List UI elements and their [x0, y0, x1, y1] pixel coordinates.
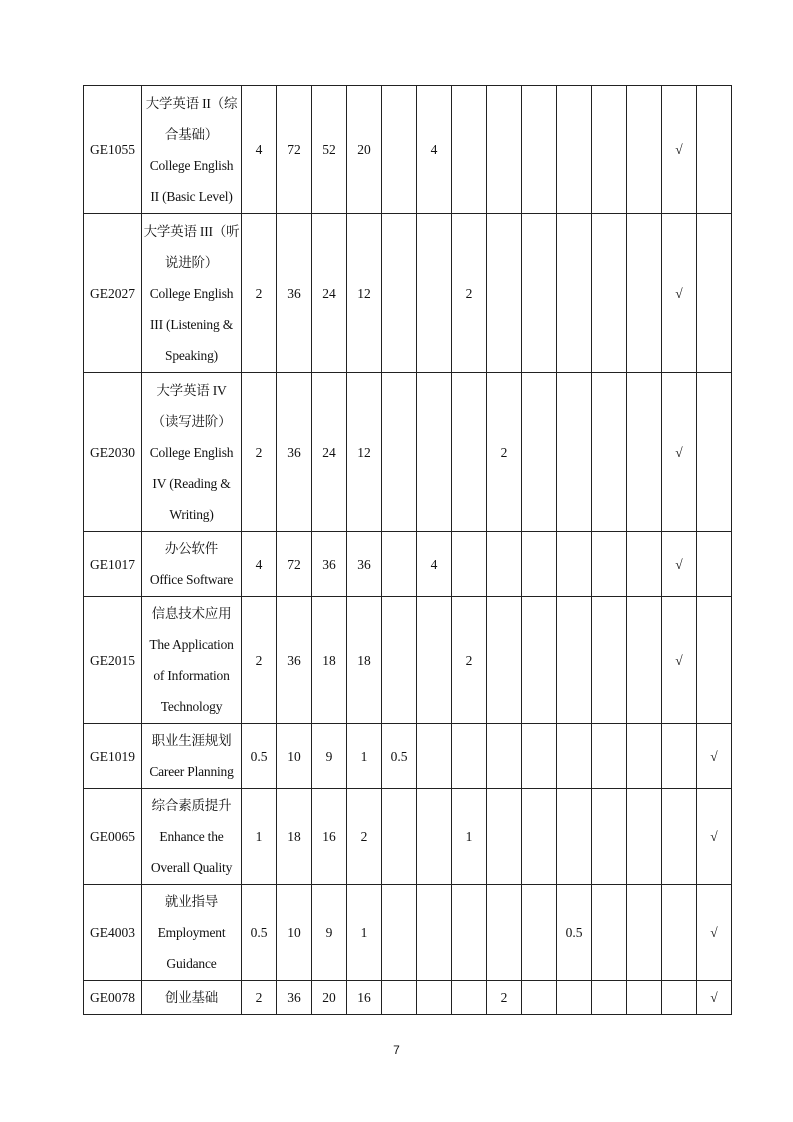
value-cell: [522, 724, 557, 789]
value-cell: [417, 724, 452, 789]
value-cell: [452, 885, 487, 981]
value-cell: [557, 86, 592, 214]
value-cell: [522, 597, 557, 724]
value-cell: √: [697, 724, 732, 789]
course-name-line: Office Software: [149, 572, 234, 587]
table-body: [84, 86, 732, 1015]
course-code-cell: GE1017: [84, 532, 142, 597]
value-cell: [382, 214, 417, 373]
value-cell: √: [662, 532, 697, 597]
course-name-line: Overall Quality: [150, 860, 233, 875]
value-cell: [557, 597, 592, 724]
value-cell: 2: [242, 597, 277, 724]
value-cell: [697, 86, 732, 214]
value-cell: [662, 789, 697, 885]
value-cell: 24: [312, 214, 347, 373]
value-cell: √: [697, 885, 732, 981]
value-cell: [382, 86, 417, 214]
value-cell: 16: [312, 789, 347, 885]
value-cell: [557, 532, 592, 597]
value-cell: [452, 532, 487, 597]
value-cell: [487, 724, 522, 789]
value-cell: 10: [277, 724, 312, 789]
course-name-line: 合基础）: [164, 126, 219, 142]
value-cell: 20: [347, 86, 382, 214]
course-name-line: The Application: [149, 637, 234, 652]
value-cell: [417, 789, 452, 885]
course-name-cell: [142, 86, 242, 214]
course-code-cell: GE4003: [84, 885, 142, 981]
value-cell: 0.5: [242, 724, 277, 789]
course-code-cell: GE1055: [84, 86, 142, 214]
value-cell: 18: [347, 597, 382, 724]
value-cell: [697, 597, 732, 724]
course-code-cell: GE2027: [84, 214, 142, 373]
value-cell: [382, 597, 417, 724]
course-code-cell: GE1019: [84, 724, 142, 789]
value-cell: √: [662, 86, 697, 214]
course-name-line: 说进阶）: [164, 254, 219, 270]
value-cell: 10: [277, 885, 312, 981]
value-cell: [627, 373, 662, 532]
value-cell: [522, 214, 557, 373]
value-cell: [487, 86, 522, 214]
value-cell: [592, 789, 627, 885]
value-cell: [592, 724, 627, 789]
value-cell: 0.5: [382, 724, 417, 789]
course-name-cell: [142, 885, 242, 981]
course-name-line: Technology: [160, 699, 223, 714]
value-cell: [697, 532, 732, 597]
value-cell: 2: [487, 373, 522, 532]
value-cell: [592, 981, 627, 1015]
value-cell: 18: [312, 597, 347, 724]
value-cell: [557, 724, 592, 789]
table-row: [84, 724, 732, 789]
page-number: 7: [393, 1043, 400, 1057]
table-row: [84, 789, 732, 885]
value-cell: [592, 86, 627, 214]
value-cell: 4: [242, 86, 277, 214]
value-cell: [487, 597, 522, 724]
value-cell: [522, 789, 557, 885]
course-name-line: College English: [149, 157, 234, 173]
value-cell: 36: [277, 597, 312, 724]
value-cell: [522, 373, 557, 532]
course-name-line: IV (Reading &: [152, 475, 231, 491]
value-cell: [627, 981, 662, 1015]
table-row: [84, 597, 732, 724]
value-cell: [627, 789, 662, 885]
course-name-line: College English: [149, 444, 234, 460]
course-name-line: Writing): [169, 506, 214, 522]
course-name-cell: [142, 981, 242, 1015]
course-name-cell: [142, 789, 242, 885]
value-cell: [557, 373, 592, 532]
course-name-line: III (Listening &: [149, 316, 234, 332]
value-cell: 72: [277, 86, 312, 214]
value-cell: [627, 724, 662, 789]
course-name-line: 大学英语 III（听: [143, 223, 240, 239]
value-cell: 2: [242, 373, 277, 532]
value-cell: [382, 789, 417, 885]
value-cell: 1: [347, 885, 382, 981]
course-code-cell: GE0078: [84, 981, 142, 1015]
table-row: [84, 885, 732, 981]
value-cell: 9: [312, 885, 347, 981]
value-cell: [522, 885, 557, 981]
course-name-line: College English: [149, 285, 234, 301]
course-code-cell: GE2030: [84, 373, 142, 532]
value-cell: 36: [347, 532, 382, 597]
course-name-cell: [142, 373, 242, 532]
table-row: [84, 86, 732, 214]
value-cell: [417, 885, 452, 981]
value-cell: 1: [452, 789, 487, 885]
course-name-line: 信息技术应用: [151, 606, 232, 621]
table-row: [84, 214, 732, 373]
value-cell: √: [662, 214, 697, 373]
value-cell: 36: [277, 214, 312, 373]
value-cell: 2: [452, 214, 487, 373]
value-cell: [522, 532, 557, 597]
value-cell: 36: [312, 532, 347, 597]
table-row: [84, 532, 732, 597]
value-cell: 2: [347, 789, 382, 885]
value-cell: [627, 597, 662, 724]
value-cell: 36: [277, 373, 312, 532]
value-cell: 4: [242, 532, 277, 597]
value-cell: [417, 214, 452, 373]
value-cell: 4: [417, 86, 452, 214]
course-name-line: II (Basic Level): [150, 188, 233, 204]
course-name-cell: [142, 724, 242, 789]
value-cell: [697, 373, 732, 532]
value-cell: 72: [277, 532, 312, 597]
course-name-line: 大学英语 IV: [156, 382, 227, 398]
value-cell: [522, 86, 557, 214]
course-name-line: 职业生涯规划: [151, 733, 232, 748]
value-cell: [417, 981, 452, 1015]
value-cell: 52: [312, 86, 347, 214]
table-row: [84, 981, 732, 1015]
course-name-line: 综合素质提升: [151, 798, 232, 813]
value-cell: 16: [347, 981, 382, 1015]
value-cell: 12: [347, 373, 382, 532]
value-cell: [627, 214, 662, 373]
value-cell: √: [697, 789, 732, 885]
value-cell: [487, 532, 522, 597]
value-cell: [487, 789, 522, 885]
course-name-line: Enhance the: [159, 829, 224, 844]
value-cell: 20: [312, 981, 347, 1015]
value-cell: 1: [242, 789, 277, 885]
course-table: [83, 85, 732, 1015]
value-cell: [697, 214, 732, 373]
value-cell: [592, 885, 627, 981]
value-cell: [592, 532, 627, 597]
course-name-cell: [142, 214, 242, 373]
course-name-line: Speaking): [165, 347, 218, 363]
course-name-line: 办公软件: [164, 541, 219, 556]
value-cell: [592, 214, 627, 373]
value-cell: [627, 885, 662, 981]
value-cell: 9: [312, 724, 347, 789]
value-cell: [627, 532, 662, 597]
value-cell: √: [662, 597, 697, 724]
value-cell: [557, 789, 592, 885]
value-cell: 2: [242, 214, 277, 373]
value-cell: 2: [487, 981, 522, 1015]
value-cell: [452, 724, 487, 789]
value-cell: [382, 532, 417, 597]
course-name-line: 大学英语 II（综: [145, 95, 238, 111]
course-name-cell: [142, 532, 242, 597]
value-cell: 4: [417, 532, 452, 597]
value-cell: 1: [347, 724, 382, 789]
value-cell: [452, 373, 487, 532]
value-cell: 2: [452, 597, 487, 724]
course-name-line: （读写进阶）: [151, 413, 232, 429]
value-cell: [487, 885, 522, 981]
course-name-cell: [142, 597, 242, 724]
table-row: [84, 373, 732, 532]
value-cell: 0.5: [242, 885, 277, 981]
value-cell: [417, 373, 452, 532]
value-cell: [592, 373, 627, 532]
value-cell: 36: [277, 981, 312, 1015]
value-cell: 12: [347, 214, 382, 373]
value-cell: [452, 981, 487, 1015]
value-cell: [662, 981, 697, 1015]
value-cell: 0.5: [557, 885, 592, 981]
value-cell: 24: [312, 373, 347, 532]
value-cell: [627, 86, 662, 214]
value-cell: [557, 981, 592, 1015]
value-cell: [487, 214, 522, 373]
course-name-line: 创业基础: [164, 990, 219, 1005]
value-cell: [557, 214, 592, 373]
course-name-line: Employment: [157, 925, 226, 940]
value-cell: [662, 724, 697, 789]
value-cell: [522, 981, 557, 1015]
value-cell: 2: [242, 981, 277, 1015]
value-cell: [382, 885, 417, 981]
value-cell: [662, 885, 697, 981]
value-cell: √: [697, 981, 732, 1015]
course-name-line: Career Planning: [149, 764, 234, 779]
value-cell: [382, 373, 417, 532]
course-name-line: 就业指导: [164, 894, 219, 909]
value-cell: [382, 981, 417, 1015]
course-code-cell: GE0065: [84, 789, 142, 885]
value-cell: 18: [277, 789, 312, 885]
value-cell: [592, 597, 627, 724]
value-cell: [417, 597, 452, 724]
course-name-line: of Information: [153, 668, 230, 683]
course-code-cell: GE2015: [84, 597, 142, 724]
value-cell: [452, 86, 487, 214]
course-name-line: Guidance: [166, 956, 217, 971]
value-cell: √: [662, 373, 697, 532]
